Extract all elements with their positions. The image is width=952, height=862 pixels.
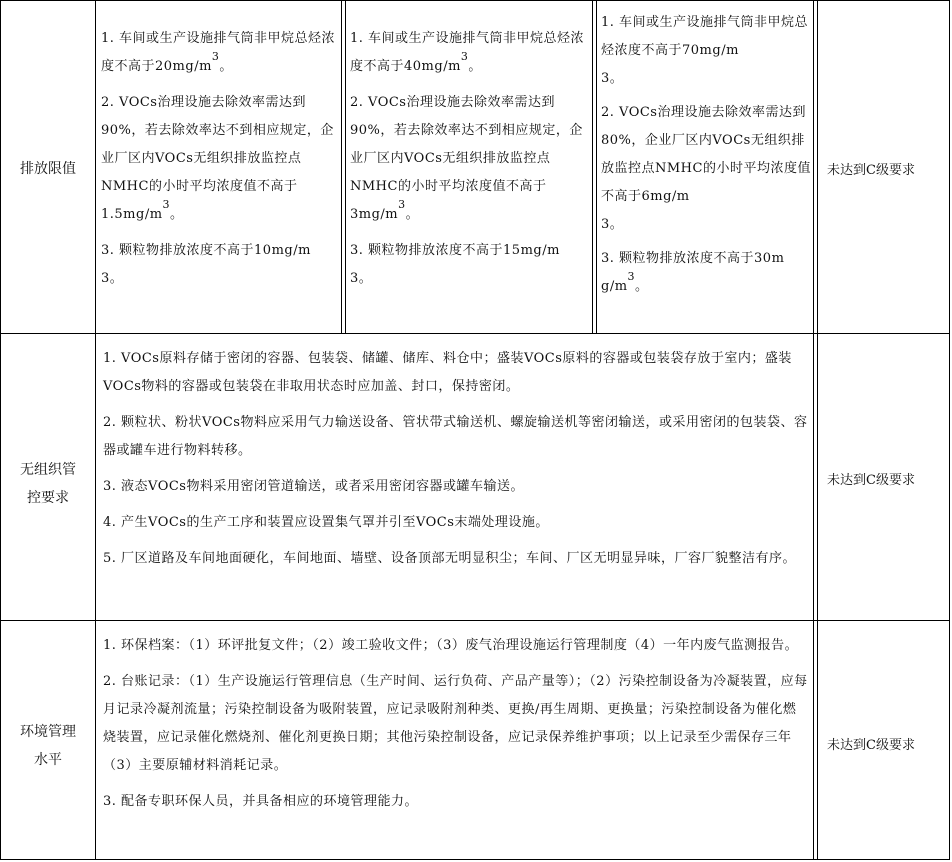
emission-col-a-item-2: 2. VOCs治理设施去除效率需达到90%，若去除效率达不到相应规定，企业厂区内VOCs无组织排放监控点NMHC的小时平均浓度值不高于$1.5mg/m^3$。 [101, 95, 334, 222]
col-divider-1 [95, 1, 96, 859]
emission-col-c [601, 9, 811, 301]
row-label-emission-limits: 排放限值 [20, 161, 76, 177]
env-management-item-2: 2. 台账记录：（1）生产设施运行管理信息（生产时间、运行负荷、产品产量等）；（2）污染控制设备为冷凝装置，应每月记录冷凝剂流量；污染控制设备为吸附装置，应记录吸附剂种类、更换/再生周期、更换量；污染控制设备为催化燃烧装置，应记录催化燃烧剂、催化剂更换日期；其他污染控制设备，应记录保养维护事项；以上记录至少需保存三年（3）主要原辅材料消耗记录。 [103, 674, 808, 773]
col-divider-3b [596, 1, 597, 333]
fugitive-item-1: 1. VOCs原料存储于密闭的容器、包装袋、储罐、储库、料仓中；盛装VOCs原料的容器或包装袋存放于室内；盛装VOCs物料的容器或包装袋在非取用状态时应加盖、封口，保持密闭。 [103, 351, 792, 394]
fugitive-control-items [103, 345, 809, 573]
emission-col-a-item-3: 3. 颗粒物排放浓度不高于10mg/m 3。 [101, 243, 311, 286]
fugitive-result: 未达到C级要求 [827, 473, 915, 488]
fugitive-item-3: 3. 液态VOCs物料采用密闭管道输送，或者采用密闭容器或罐车输送。 [103, 479, 524, 494]
emission-col-b-item-2: 2. VOCs治理设施去除效率需达到90%，若去除效率达不到相应规定，企业厂区内VOCs无组织排放监控点NMHC的小时平均浓度值不高于$3mg/m^3$。 [350, 95, 583, 222]
emission-col-b [350, 25, 590, 293]
fugitive-item-2: 2. 颗粒状、粉状VOCs物料应采用气力输送设备、管状带式输送机、螺旋输送机等密闭输送，或采用密闭的包装袋、容器或罐车进行物料转移。 [103, 415, 808, 458]
emission-col-c-item-3: 3. 颗粒物排放浓度不高于30m $g/m^3$。 [601, 251, 785, 294]
emission-col-b-item-3: 3. 颗粒物排放浓度不高于15mg/m 3。 [350, 243, 560, 286]
fugitive-item-5: 5. 厂区道路及车间地面硬化，车间地面、墙壁、设备顶部无明显积尘；车间、厂区无明显异味，厂容厂貌整洁有序。 [103, 551, 797, 566]
col-divider-3 [592, 1, 593, 333]
row-divider-2 [1, 620, 949, 621]
row-divider-1 [1, 333, 949, 334]
emission-col-a-item-1: 1. 车间或生产设施排气筒非甲烷总烃浓度不高于$20mg/m^3$。 [101, 31, 336, 74]
col-divider-4 [813, 1, 814, 859]
row-label-env-management: 环境管理 水平 [20, 724, 76, 768]
env-management-item-1: 1. 环保档案：（1）环评批复文件；（2）竣工验收文件；（3）废气治理设施运行管理制度（4）一年内废气监测报告。 [103, 638, 799, 653]
fugitive-item-4: 4. 产生VOCs的生产工序和装置应设置集气罩并引至VOCs末端处理设施。 [103, 515, 549, 530]
emission-col-b-item-1: 1. 车间或生产设施排气筒非甲烷总烃浓度不高于$40mg/m^3$。 [350, 31, 585, 74]
col-divider-2b [345, 1, 346, 333]
emission-result: 未达到C级要求 [827, 163, 915, 178]
emission-col-c-item-2: 2. VOCs治理设施去除效率需达到80%，企业厂区内VOCs无组织排放监控点NMHC的小时平均浓度值不高于6mg/m 3。 [601, 105, 811, 232]
col-divider-2 [341, 1, 342, 333]
env-management-items [103, 632, 809, 816]
col-divider-4b [817, 1, 818, 859]
row-label-fugitive-control: 无组织管 控要求 [20, 462, 76, 506]
env-management-result: 未达到C级要求 [827, 738, 915, 753]
env-management-item-3: 3. 配备专职环保人员，并具备相应的环境管理能力。 [103, 794, 419, 809]
emission-col-a [101, 25, 339, 293]
emission-col-c-item-1: 1. 车间或生产设施排气筒非甲烷总烃浓度不高于70mg/m 3。 [601, 15, 809, 86]
